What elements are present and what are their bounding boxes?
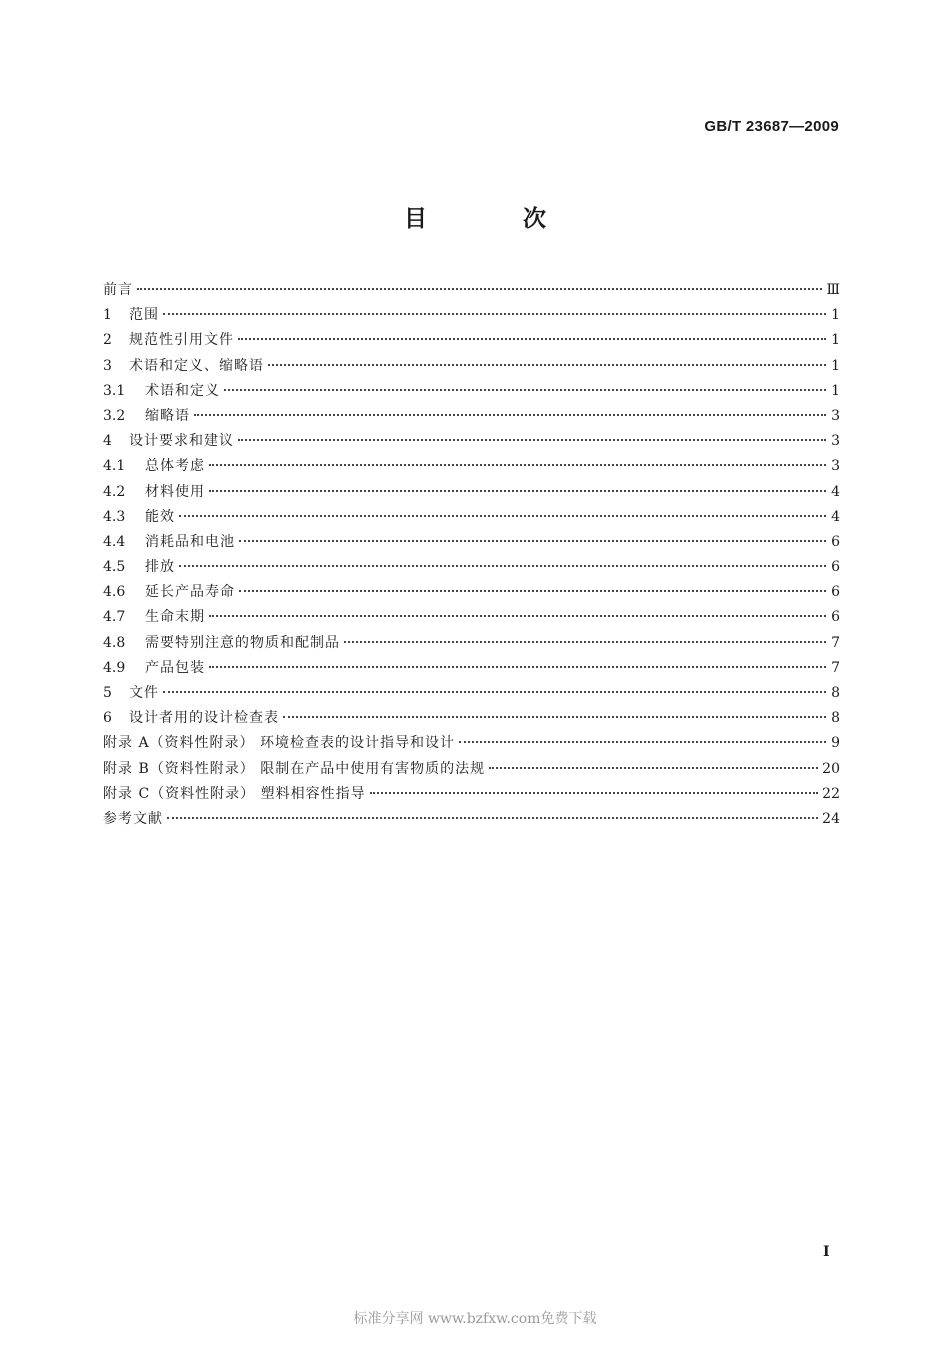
toc-entry-page: 1	[831, 307, 840, 324]
toc-entry-number: 2	[103, 332, 112, 349]
toc-entry[interactable]	[103, 581, 840, 606]
toc-entry-page: 6	[831, 584, 840, 601]
toc-entry[interactable]	[103, 808, 840, 833]
toc-entry-page: 8	[831, 710, 840, 727]
toc-entry-number: 6	[103, 710, 112, 727]
toc-entry[interactable]	[103, 405, 840, 430]
toc-entry-label: 缩略语	[145, 407, 190, 424]
toc-entry-number: 4.7	[103, 609, 126, 626]
toc-entry-number: 4.2	[103, 483, 126, 500]
dot-leader	[163, 313, 826, 315]
toc-entry-label: 需要特别注意的物质和配制品	[145, 634, 340, 651]
toc-entry[interactable]	[103, 606, 840, 631]
toc-entry-page: 6	[831, 533, 840, 550]
toc-entry-number: 4.8	[103, 634, 126, 651]
toc-entry-page: 1	[831, 332, 840, 349]
toc-entry-label: 产品包装	[145, 659, 205, 676]
toc-entry-page: 1	[831, 382, 840, 399]
dot-leader	[194, 414, 826, 416]
dot-leader	[238, 338, 826, 340]
dot-leader	[283, 716, 826, 718]
toc-entry-number: 4.9	[103, 659, 126, 676]
toc-entry[interactable]	[103, 732, 840, 757]
toc-entry[interactable]	[103, 430, 840, 455]
toc-entry[interactable]	[103, 556, 840, 581]
toc-entry-label: 附录 A（资料性附录） 环境检查表的设计指导和设计	[103, 735, 456, 752]
toc-entry-page: 3	[831, 407, 840, 424]
toc-entry[interactable]	[103, 481, 840, 506]
toc-entry-label: 范围	[129, 307, 159, 324]
toc-entry-number: 4.5	[103, 559, 126, 576]
toc-entry[interactable]	[103, 380, 840, 405]
toc-entry-label: 设计要求和建议	[129, 433, 234, 450]
toc-entry-page: 22	[822, 785, 840, 802]
toc-entry-label: 术语和定义、缩略语	[129, 357, 264, 374]
toc-entry-label: 材料使用	[145, 483, 205, 500]
toc-entry-page: 6	[831, 559, 840, 576]
dot-leader	[370, 792, 819, 794]
toc-entry-number: 3.2	[103, 407, 126, 424]
toc-entry[interactable]	[103, 304, 840, 329]
toc-entry-page: 3	[831, 458, 840, 475]
toc-entry-number: 4	[103, 433, 112, 450]
toc-entry-label: 能效	[145, 508, 175, 525]
toc-entry-number: 1	[103, 307, 112, 324]
dot-leader	[163, 691, 826, 693]
toc-entry-number: 4.6	[103, 584, 126, 601]
toc-entry-number: 3	[103, 357, 112, 374]
toc-entry-page: 4	[831, 508, 840, 525]
toc-entry-number: 5	[103, 685, 112, 701]
toc-entry-page: 6	[831, 609, 840, 626]
toc-entry-label: 前言	[103, 282, 133, 298]
toc-entry-page: 9	[831, 735, 840, 752]
toc-entry-page: 20	[822, 760, 840, 777]
toc-entry-page: Ⅲ	[826, 282, 840, 298]
dot-leader	[238, 439, 826, 441]
dot-leader	[344, 641, 826, 643]
toc-entry-label: 附录 C（资料性附录） 塑料相容性指导	[103, 785, 366, 802]
dot-leader	[239, 540, 826, 542]
toc-entry[interactable]	[103, 455, 840, 480]
dot-leader	[137, 288, 822, 290]
toc-entry-number: 4.3	[103, 508, 126, 525]
toc-entry-page: 4	[831, 483, 840, 500]
toc-entry-page: 1	[831, 357, 840, 374]
toc-entry-label: 设计者用的设计检查表	[129, 710, 279, 727]
dot-leader	[268, 364, 826, 366]
toc-entry[interactable]	[103, 329, 840, 354]
dot-leader	[224, 389, 826, 391]
toc-entry-label: 规范性引用文件	[129, 332, 234, 349]
toc-entry-page: 24	[822, 810, 840, 827]
toc-entry[interactable]	[103, 682, 840, 707]
toc-entry[interactable]	[103, 707, 840, 732]
toc-entry[interactable]	[103, 355, 840, 380]
page-number: I	[823, 1244, 830, 1260]
dot-leader	[209, 464, 826, 466]
dot-leader	[209, 615, 826, 617]
toc-entry[interactable]	[103, 506, 840, 531]
toc-entry[interactable]	[103, 783, 840, 808]
watermark: 标准分享网 www.bzfxw.com免费下载	[353, 1311, 597, 1327]
toc-entry[interactable]	[103, 657, 840, 682]
toc-entry-label: 术语和定义	[145, 382, 220, 399]
toc-entry-number: 4.4	[103, 533, 126, 550]
dot-leader	[489, 767, 818, 769]
toc-entry-label: 生命末期	[145, 609, 205, 626]
toc-entry-label: 文件	[129, 685, 159, 701]
toc-entry-label: 排放	[145, 559, 175, 576]
toc-entry-label: 参考文献	[103, 810, 163, 827]
dot-leader	[459, 741, 826, 743]
toc-entry-page: 3	[831, 433, 840, 450]
toc-entry[interactable]	[103, 632, 840, 657]
dot-leader	[209, 490, 826, 492]
toc-entry-number: 4.1	[103, 458, 126, 475]
dot-leader	[209, 666, 826, 668]
table-of-contents	[103, 279, 840, 833]
toc-entry-page: 7	[831, 634, 840, 651]
dot-leader	[179, 565, 826, 567]
page-title: 目 次	[403, 206, 590, 232]
toc-entry-page: 7	[831, 659, 840, 676]
toc-entry[interactable]	[103, 531, 840, 556]
toc-entry-page: 8	[831, 685, 840, 701]
dot-leader	[179, 515, 826, 517]
toc-entry-label: 总体考虑	[145, 458, 205, 475]
toc-entry[interactable]	[103, 758, 840, 783]
toc-entry-label: 延长产品寿命	[145, 584, 235, 601]
toc-entry-label: 消耗品和电池	[145, 533, 235, 550]
dot-leader	[167, 817, 818, 819]
standard-code: GB/T 23687—2009	[704, 118, 839, 135]
toc-entry-number: 3.1	[103, 382, 126, 399]
dot-leader	[239, 590, 826, 592]
toc-entry[interactable]	[103, 279, 840, 304]
toc-entry-label: 附录 B（资料性附录） 限制在产品中使用有害物质的法规	[103, 760, 486, 777]
